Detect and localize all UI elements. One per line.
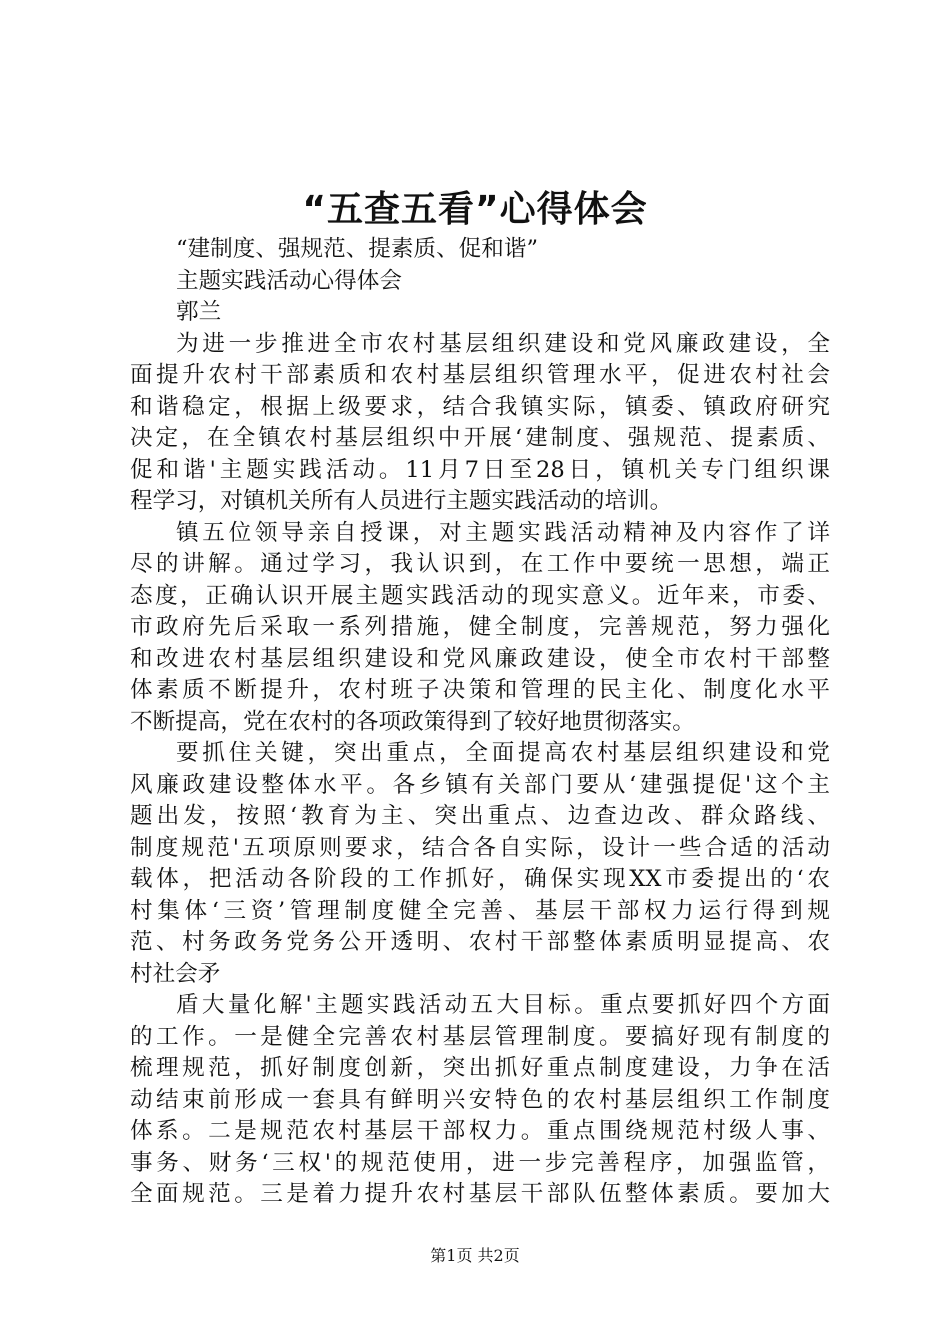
text-line: 全面规范。三是着力提升农村基层干部队伍整体素质。要加大 <box>130 1181 830 1207</box>
text-line: 尽的讲解。通过学习，我认识到，在工作中要统一思想，端正 <box>130 551 830 577</box>
document-body <box>130 234 830 1211</box>
text-line: 的工作。一是健全完善农村基层管理制度。要搞好现有制度的 <box>130 1023 830 1050</box>
text-line: 郭兰 <box>176 299 222 325</box>
text-line: 制度规范'五项原则要求，结合各自实际，设计一些合适的活动 <box>130 834 830 861</box>
text-line: 梳理规范，抓好制度创新，突出抓好重点制度建设，力争在活 <box>130 1055 830 1081</box>
text-line: 为进一步推进全市农村基层组织建设和党风廉政建设，全 <box>176 330 830 357</box>
text-line: 程学习，对镇机关所有人员进行主题实践活动的培训。 <box>130 488 673 514</box>
text-line: “建制度、强规范、提素质、促和谐” <box>176 236 539 262</box>
text-line: 镇五位领导亲自授课，对主题实践活动精神及内容作了详 <box>176 519 830 546</box>
page-number: 第1页 共2页 <box>430 1246 520 1265</box>
document-title: “五查五看”心得体会 <box>302 189 648 230</box>
text-line: 题出发，按照‘教育为主、突出重点、边查边改、群众路线、 <box>130 803 830 829</box>
text-line: 范、村务政务党务公开透明、农村干部整体素质明显提高、农 <box>130 929 830 955</box>
text-line: 面提升农村干部素质和农村基层组织管理水平，促进农村社会 <box>130 362 830 388</box>
text-line: 态度，正确认识开展主题实践活动的现实意义。近年来，市委、 <box>130 582 830 609</box>
text-line: 和谐稳定，根据上级要求，结合我镇实际，镇委、镇政府研究 <box>130 393 830 420</box>
text-line: 和改进农村基层组织建设和党风廉政建设，使全市农村干部整 <box>130 645 830 672</box>
text-line: 载体，把活动各阶段的工作抓好，确保实现XX市委提出的‘农 <box>130 866 830 892</box>
text-line: 决定，在全镇农村基层组织中开展‘建制度、强规范、提素质、 <box>130 425 830 451</box>
text-line: 要抓住关键，突出重点，全面提高农村基层组织建设和党 <box>176 740 830 766</box>
text-line: 体系。二是规范农村基层干部权力。重点围绕规范村级人事、 <box>130 1118 830 1144</box>
text-line: 体素质不断提升，农村班子决策和管理的民主化、制度化水平 <box>130 677 830 703</box>
text-line: 风廉政建设整体水平。各乡镇有关部门要从‘建强提促'这个主 <box>130 771 830 798</box>
text-line: 动结束前形成一套具有鲜明兴安特色的农村基层组织工作制度 <box>130 1086 830 1113</box>
text-line: 不断提高，党在农村的各项政策得到了较好地贯彻落实。 <box>130 708 695 735</box>
text-line: 事务、财务‘三权'的规范使用，进一步完善程序，加强监管， <box>130 1149 830 1176</box>
text-line: 促和谐'主题实践活动。11月7日至28日，镇机关专门组织课 <box>130 456 830 483</box>
text-line: 村集体‘三资’管理制度健全完善、基层干部权力运行得到规 <box>130 897 830 924</box>
text-line: 村社会矛 <box>130 960 221 987</box>
text-line: 主题实践活动心得体会 <box>176 267 402 294</box>
text-line: 盾大量化解'主题实践活动五大目标。重点要抓好四个方面 <box>176 992 830 1018</box>
text-line: 市政府先后采取一系列措施，健全制度，完善规范，努力强化 <box>130 614 830 640</box>
